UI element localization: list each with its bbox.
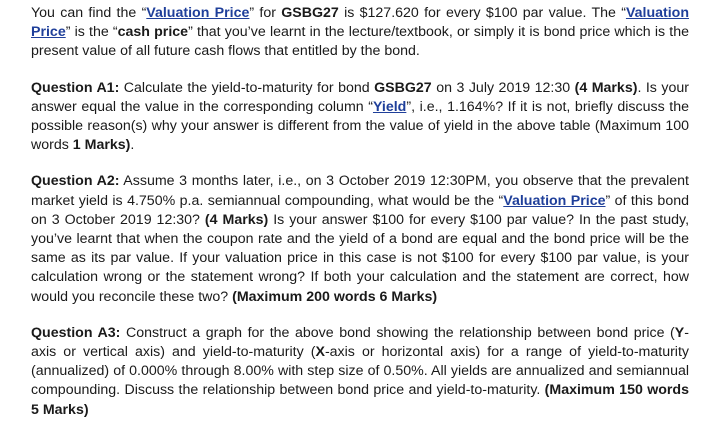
valuation-price-link-2[interactable]: Valuation Price	[31, 5, 690, 41]
question-a3-text-2: -axis or vertical axis) and yield-to-maturity (	[31, 324, 689, 361]
intro-text-2: ” for	[249, 5, 282, 21]
intro-text-5: ” that you’ve learnt in the lecture/textbook, or simply it is bond price which is the present value of all future cash flows that entitled by the bond.	[31, 24, 689, 60]
cash-price-term: cash price	[117, 24, 189, 41]
question-a2-text-1: Assume 3 months later, i.e., on 3 October 2019 12:30PM, you observe that the prevalent market yield is 4.750% p.a. semiannual compounding, what would be the “	[31, 173, 689, 209]
question-a1	[31, 79, 689, 156]
question-a2	[31, 172, 689, 306]
question-a1-bond-code: GSBG27	[374, 79, 432, 96]
question-a3-marks-2: (Maximum 150 words 5 Marks)	[31, 382, 689, 418]
question-a1-text-3: . Is your answer equal the value in the corresponding column “	[31, 79, 689, 115]
question-a1-text-1: Calculate the yield-to-maturity for bond	[119, 79, 375, 96]
valuation-price-link-3[interactable]: Valuation Price	[503, 192, 606, 209]
intro-paragraph	[31, 4, 689, 62]
question-a1-label: Question A1:	[31, 79, 120, 96]
question-a3-text-1: Construct a graph for the above bond showing the relationship between bond price (	[120, 324, 675, 341]
question-a2-text-3: Is your answer $100 for every $100 par value? In the past study, you’ve learnt that when the coupon rate and the yield of a bond are equal and the bond price will be the same as its par value. If your valuation price in this case is not $100 for every $100 par value, is your calculation wrong or the statement wrong? If both your calculation and the statement are correct, how would you reconcile these two?	[31, 211, 690, 305]
question-a1-marks: (4 Marks)	[574, 79, 638, 96]
intro-text-4: ” is the “	[65, 24, 118, 41]
question-a2-marks: (4 Marks)	[204, 211, 269, 228]
question-a3-text-3: -axis or horizontal axis) for a range of yield-to-maturity (annualized) of 0.000% through 8.00% with step size of 0.50%. All yields are annualized and semiannual compounding. Discuss the relationship between bond price and yield-to-maturity.	[31, 344, 689, 399]
y-axis-letter: Y	[674, 324, 685, 341]
yield-link[interactable]: Yield	[372, 98, 407, 115]
valuation-price-link-1[interactable]: Valuation Price	[146, 5, 250, 21]
question-a1-text-2: on 3 July 2019 12:30	[431, 79, 575, 96]
question-a2-label: Question A2:	[31, 173, 120, 190]
question-a1-text-5: .	[130, 137, 135, 154]
question-a3	[31, 324, 689, 420]
question-a2-marks-2: (Maximum 200 words 6 Marks)	[232, 288, 438, 305]
intro-text-1: You can find the “	[31, 5, 147, 21]
question-a1-marks-2: 1 Marks)	[72, 137, 131, 154]
question-a2-text-2: ” of this bond on 3 October 2019 12:30?	[31, 192, 689, 228]
question-a3-label: Question A3:	[31, 324, 121, 341]
intro-text-3: is $127.620 for every $100 par value. The “	[338, 5, 626, 21]
x-axis-letter: X	[315, 344, 325, 361]
question-a1-text-4: ”, i.e., 1.164%? If it is not, briefly discuss the possible reason(s) why your answer is different from the value of yield in the above table (Maximum 100 words	[31, 98, 689, 154]
bond-code: GSBG27	[281, 5, 339, 21]
